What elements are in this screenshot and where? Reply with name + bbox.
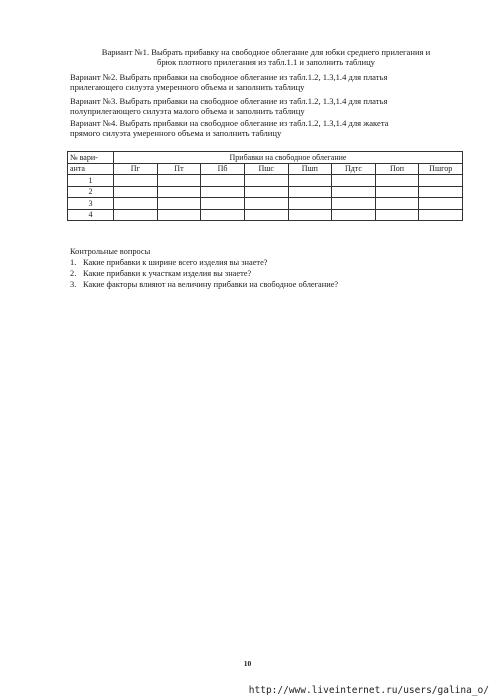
column-header: Пшп xyxy=(288,163,332,175)
table-cell xyxy=(419,186,463,198)
table-cell xyxy=(201,175,245,187)
question-text: Какие прибавки к ширине всего изделия вы знаете? xyxy=(83,258,268,267)
table-cell xyxy=(288,175,332,187)
column-header: Поп xyxy=(375,163,419,175)
table-cell xyxy=(244,209,288,221)
variant-1 xyxy=(66,47,466,67)
table-cell xyxy=(201,198,245,210)
table-row xyxy=(68,209,463,221)
question-text: Какие прибавки к участкам изделия вы знаете? xyxy=(83,269,252,278)
question-number: 3. xyxy=(70,280,77,289)
row-number: 4 xyxy=(68,209,114,221)
table-row xyxy=(68,186,463,198)
table-header-row-2 xyxy=(68,163,463,175)
variant-2-line-2: прилегающего силуэта умеренного объема и заполнить таблицу xyxy=(70,82,305,92)
variant-1-line-2: брюк плотного прилегания из табл.1.1 и заполнить таблицу xyxy=(157,57,375,67)
table-cell xyxy=(419,198,463,210)
table-cell xyxy=(332,175,376,187)
table-cell xyxy=(332,186,376,198)
control-questions xyxy=(70,246,470,290)
question-number: 2. xyxy=(70,269,77,278)
allowance-group-header: Прибавки на свободное облегание xyxy=(114,152,463,164)
table-cell xyxy=(114,209,158,221)
table-cell xyxy=(114,186,158,198)
question-text: Какие факторы влияют на величину прибавки на свободное облегание? xyxy=(83,280,339,289)
table-cell xyxy=(157,186,201,198)
variant-number-header-cont: анта xyxy=(68,163,114,175)
column-header: Пшс xyxy=(244,163,288,175)
table-cell xyxy=(244,186,288,198)
table-cell xyxy=(332,209,376,221)
column-header: Пдтс xyxy=(332,163,376,175)
list-item xyxy=(70,268,470,279)
table-cell xyxy=(114,198,158,210)
table-cell xyxy=(244,198,288,210)
table-cell xyxy=(288,186,332,198)
table-cell xyxy=(244,175,288,187)
table-cell xyxy=(157,209,201,221)
table-row xyxy=(68,198,463,210)
variant-2 xyxy=(70,72,462,92)
variant-4-line-1: Вариант №4. Выбрать прибавки на свободное облегание из табл.1.2, 1.3,1.4 для жакета xyxy=(70,118,389,128)
variant-3-line-1: Вариант №3. Выбрать прибавки на свободное облегание из табл.1.2, 1.3,1.4 для платья xyxy=(70,96,388,106)
table-cell xyxy=(157,198,201,210)
variant-1-line-1: Вариант №1. Выбрать прибавку на свободное облегание для юбки среднего прилегания и xyxy=(101,47,431,57)
row-number: 2 xyxy=(68,186,114,198)
table-cell xyxy=(375,198,419,210)
table-cell xyxy=(375,175,419,187)
variant-2-line-1: Вариант №2. Выбрать прибавки на свободное облегание из табл.1.2, 1.3,1.4 для платья xyxy=(70,72,388,82)
table-cell xyxy=(375,209,419,221)
question-number: 1. xyxy=(70,258,77,267)
variant-3 xyxy=(70,96,462,116)
column-header: Пг xyxy=(114,163,158,175)
questions-title: Контрольные вопросы xyxy=(70,247,151,256)
table-cell xyxy=(288,198,332,210)
table-cell xyxy=(157,175,201,187)
questions-list xyxy=(70,257,470,290)
row-number: 3 xyxy=(68,198,114,210)
list-item xyxy=(70,279,470,290)
table-cell xyxy=(332,198,376,210)
table-cell xyxy=(114,175,158,187)
variant-3-line-2: полуприлегающего силуэта малого объема и заполнить таблицу xyxy=(70,106,305,116)
allowance-table xyxy=(67,151,463,221)
table-cell xyxy=(419,175,463,187)
variant-number-header: № вари- xyxy=(68,152,114,164)
table-cell xyxy=(201,209,245,221)
page-number: 10 xyxy=(243,659,252,668)
table-header-row-1 xyxy=(68,152,463,164)
row-number: 1 xyxy=(68,175,114,187)
column-header: Пб xyxy=(201,163,245,175)
table-cell xyxy=(288,209,332,221)
variant-4 xyxy=(70,118,462,138)
table-cell xyxy=(419,209,463,221)
table-cell xyxy=(201,186,245,198)
list-item xyxy=(70,257,470,268)
table-cell xyxy=(375,186,419,198)
source-watermark: http://www.liveinternet.ru/users/galina_o/ xyxy=(248,685,489,696)
variant-4-line-2: прямого силуэта умеренного объема и заполнить таблицу xyxy=(70,128,282,138)
table-row xyxy=(68,175,463,187)
column-header: Пшгор xyxy=(419,163,463,175)
column-header: Пт xyxy=(157,163,201,175)
